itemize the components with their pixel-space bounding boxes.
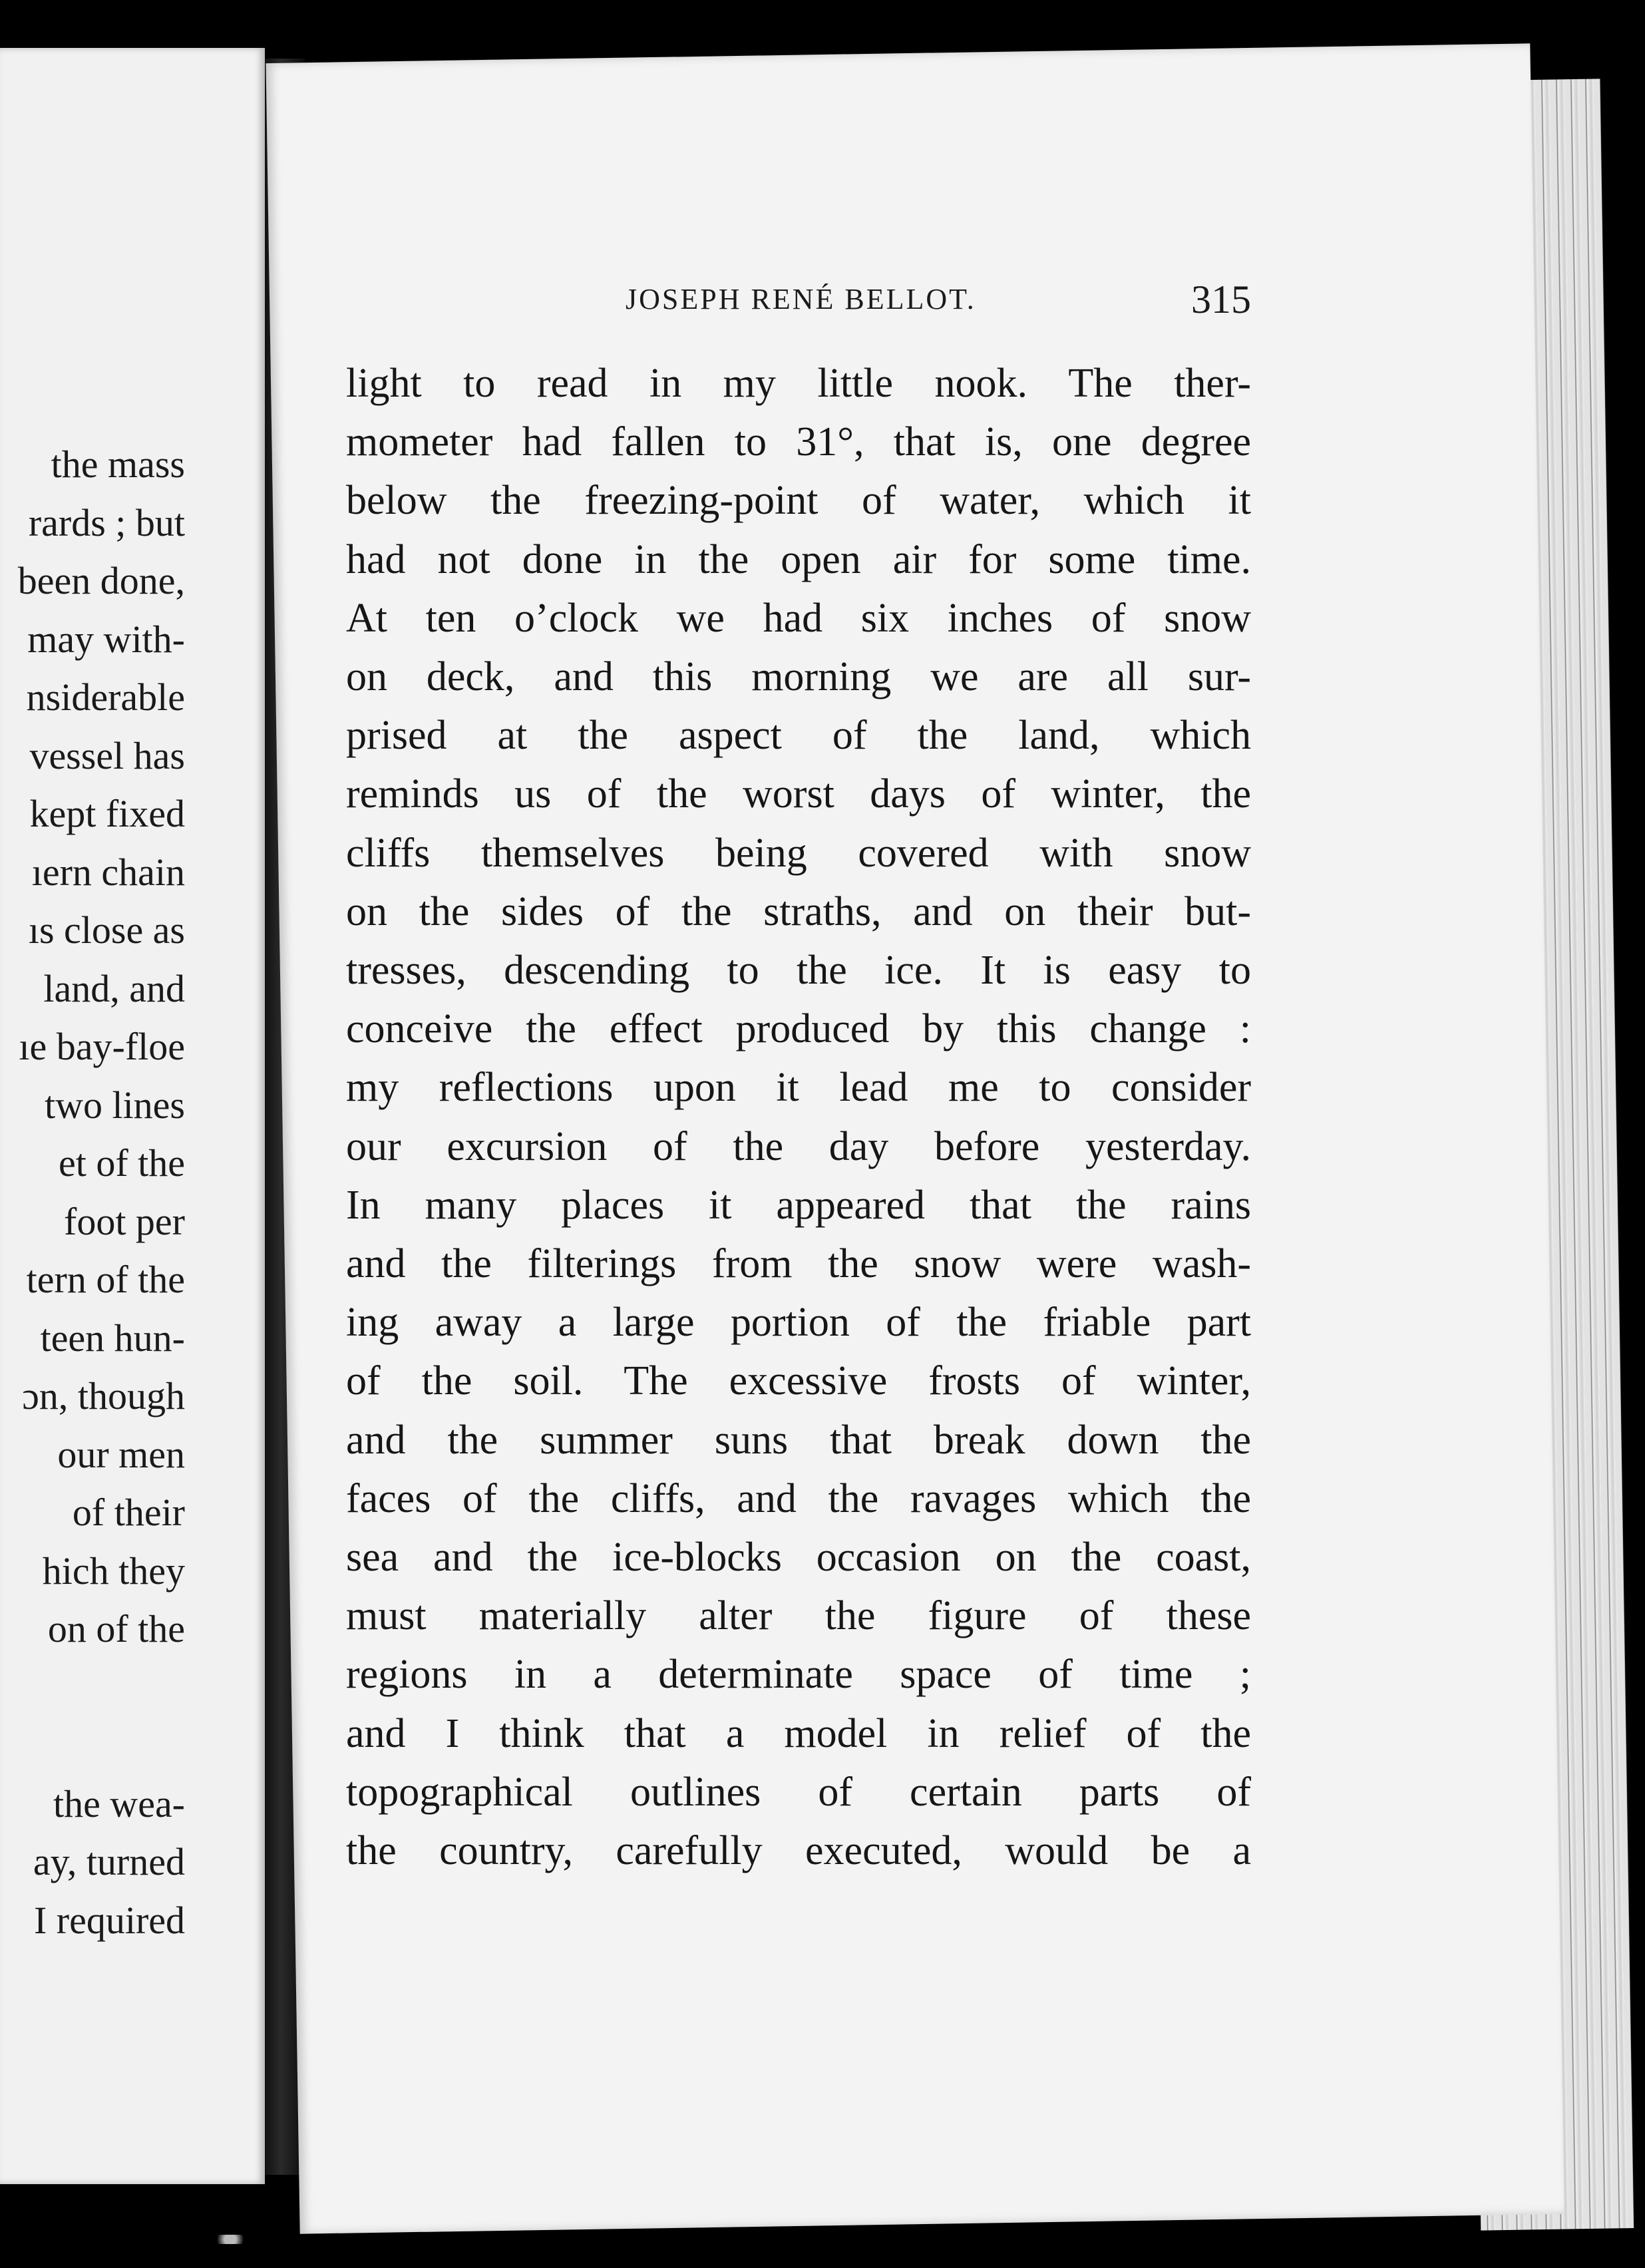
left-page-line: nsiderable	[26, 675, 185, 719]
left-page-line: ɔn, though	[22, 1374, 185, 1418]
left-page-line: two lines	[44, 1083, 185, 1127]
left-page-line: hich they	[42, 1549, 185, 1593]
body-text	[346, 354, 1251, 1880]
left-page-line: ıe bay-floe	[19, 1025, 185, 1068]
left-page-text	[0, 435, 185, 1949]
body-line: conceive the effect produced by this change :	[346, 1006, 1251, 1052]
body-line: cliffs themselves being covered with snow	[346, 830, 1251, 876]
body-line: topographical outlines of certain parts of	[346, 1769, 1251, 1815]
running-head-title: JOSEPH RENÉ BELLOT.	[626, 283, 976, 315]
body-line: faces of the cliffs, and the ravages which the	[346, 1475, 1251, 1521]
body-line: on the sides of the straths, and on their but-	[346, 888, 1251, 934]
left-page-line: et of the	[58, 1141, 185, 1185]
left-page-line: our men	[57, 1432, 185, 1476]
left-page-line	[0, 1658, 185, 1717]
left-page-line: ıern chain	[31, 850, 185, 894]
left-page-line: ay, turned	[33, 1840, 185, 1883]
body-line: mometer had fallen to 31°, that is, one degree	[346, 419, 1251, 465]
left-page-line: vessel has	[29, 733, 185, 777]
body-line: regions in a determinate space of time ;	[346, 1652, 1251, 1698]
page-number: 315	[1191, 278, 1251, 321]
body-line: had not done in the open air for some time.	[346, 536, 1251, 582]
body-line: must materially alter the figure of these	[346, 1593, 1251, 1639]
left-page-line: of their	[72, 1491, 185, 1534]
scan-speck	[212, 2235, 249, 2244]
left-page-line: been done,	[17, 559, 185, 602]
body-line: ing away a large portion of the friable part	[346, 1300, 1251, 1346]
body-line: At ten o’clock we had six inches of snow	[346, 595, 1251, 641]
body-line: tresses, descending to the ice. It is easy to	[346, 948, 1251, 994]
body-line: of the soil. The excessive frosts of winter,	[346, 1358, 1251, 1404]
body-line: the country, carefully executed, would be a	[346, 1828, 1251, 1874]
left-page-line	[0, 1716, 185, 1775]
body-line: and the summer suns that break down the	[346, 1417, 1251, 1463]
body-line: light to read in my little nook. The ther-	[346, 361, 1251, 406]
body-line: and I think that a model in relief of the	[346, 1710, 1251, 1756]
left-page-line: I required	[33, 1898, 185, 1942]
body-line: below the freezing-point of water, which it	[346, 478, 1251, 524]
body-line: reminds us of the worst days of winter, the	[346, 771, 1251, 817]
left-page-line: teen hun-	[40, 1316, 185, 1360]
left-page-line: kept fixed	[29, 792, 185, 835]
body-line: our excursion of the day before yesterday.	[346, 1123, 1251, 1169]
left-page-line: on of the	[47, 1607, 185, 1650]
body-line: In many places it appeared that the rains	[346, 1182, 1251, 1228]
body-line: and the filterings from the snow were wash-	[346, 1241, 1251, 1287]
left-page-line: foot per	[64, 1199, 185, 1243]
left-page	[0, 48, 265, 2184]
body-line: on deck, and this morning we are all sur-	[346, 654, 1251, 700]
running-head	[346, 266, 1251, 333]
left-page-line: the wea-	[53, 1782, 185, 1825]
body-line: my reflections upon it lead me to consider	[346, 1065, 1251, 1111]
left-page-line: tern of the	[26, 1258, 185, 1301]
body-line: prised at the aspect of the land, which	[346, 713, 1251, 759]
left-page-line: the mass	[51, 443, 185, 486]
left-page-line: land, and	[43, 966, 185, 1010]
left-page-line: ıs close as	[28, 908, 185, 952]
left-page-line: may with-	[27, 617, 185, 661]
left-page-line: rards ; but	[28, 500, 185, 544]
body-line: sea and the ice-blocks occasion on the coast,	[346, 1535, 1251, 1581]
